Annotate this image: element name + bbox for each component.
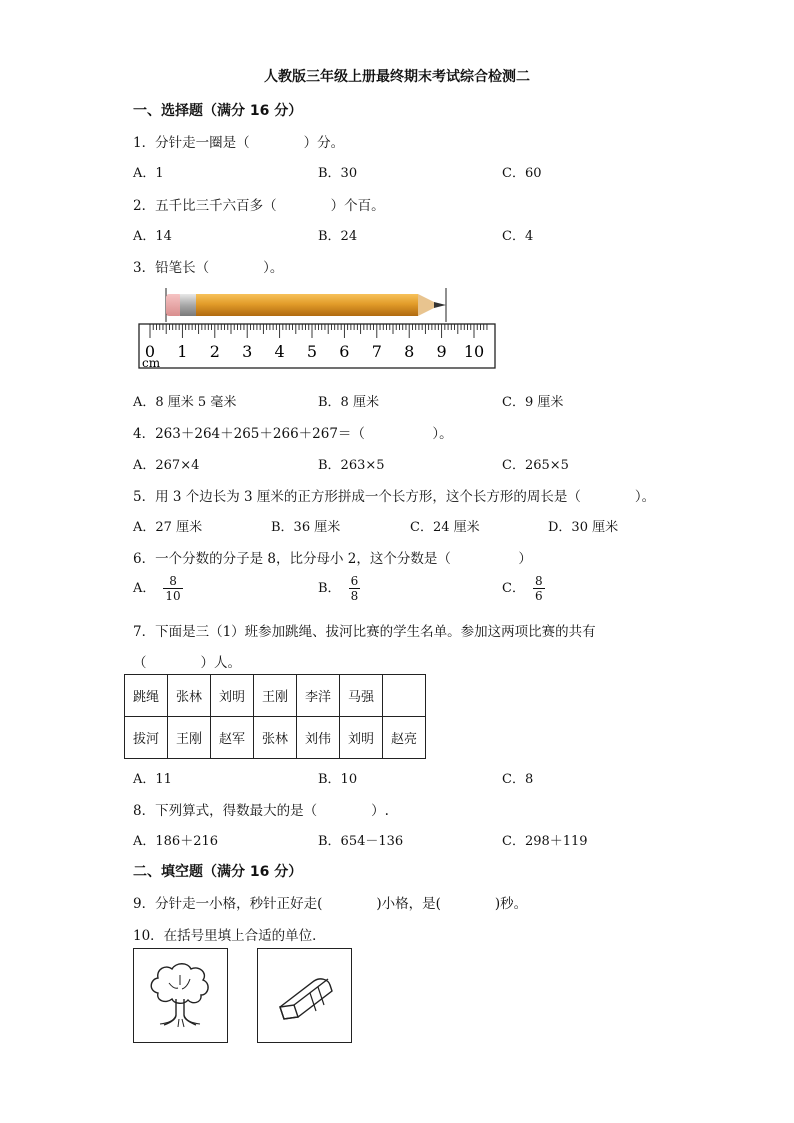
q5-option-d: D．30 厘米 <box>548 520 619 535</box>
q7-option-c: C．8 <box>502 772 534 787</box>
table-row-tug <box>125 717 426 759</box>
table-cell: 跳绳 <box>125 675 168 717</box>
q6-option-a-fraction <box>163 574 182 603</box>
q3-option-b: B．8 厘米 <box>318 395 379 410</box>
ruler-number: 1 <box>177 342 188 361</box>
q2-option-b: B．24 <box>318 229 358 244</box>
question-9: 9．分针走一小格，秒针正好走( )小格，是( )秒。 <box>133 896 528 912</box>
q5-option-c: C．24 厘米 <box>410 520 480 535</box>
table-cell: 刘明 <box>211 675 254 717</box>
q6-option-b-fraction <box>349 574 361 603</box>
table-cell: 王刚 <box>254 675 297 717</box>
table-row-rope <box>125 675 426 717</box>
table-cell: 李洋 <box>297 675 340 717</box>
table-cell: 王刚 <box>168 717 211 759</box>
ruler-unit-label: cm <box>142 356 161 370</box>
q6-option-c-fraction <box>533 574 545 603</box>
ruler-number: 2 <box>209 342 220 361</box>
question-10: 10．在括号里填上合适的单位． <box>133 928 326 944</box>
eraser-icon <box>258 949 351 1042</box>
question-1: 1．分针走一圈是（ ）分。 <box>133 135 345 151</box>
q6-a-denominator: 10 <box>165 589 181 603</box>
question-8: 8．下列算式，得数最大的是（ ）. <box>133 803 389 819</box>
q6-c-denominator: 6 <box>534 589 543 603</box>
q4-option-b: B．263×5 <box>318 458 385 473</box>
q2-option-c: C．4 <box>502 229 534 244</box>
section-heading-choice: 一、选择题（满分 16 分） <box>133 103 303 119</box>
ruler-number: 4 <box>274 342 285 361</box>
q5-option-b: B．36 厘米 <box>271 520 341 535</box>
ruler-number: 9 <box>436 342 447 361</box>
table-cell: 拔河 <box>125 717 168 759</box>
q4-option-a: A．267×4 <box>133 458 200 473</box>
table-cell: 刘明 <box>340 717 383 759</box>
q1-option-c: C．60 <box>502 166 542 181</box>
ruler <box>139 324 495 370</box>
name-table <box>124 674 426 759</box>
table-cell: 马强 <box>340 675 383 717</box>
q6-b-numerator: 6 <box>350 574 359 588</box>
question-6: 6．一个分数的分子是 8，比分母小 2，这个分数是（ ） <box>133 551 532 567</box>
ruler-number: 0 <box>144 342 156 361</box>
ruler-number: 7 <box>371 342 382 361</box>
ruler-number: 5 <box>306 342 318 361</box>
question-7-blank: （ ）人。 <box>133 655 241 671</box>
q1-option-b: B．30 <box>318 166 358 181</box>
q7-option-a: A．11 <box>133 772 172 787</box>
pencil <box>166 288 446 322</box>
page-title: 人教版三年级上册最终期末考试综合检测二 <box>264 69 530 85</box>
q4-option-c: C．265×5 <box>502 458 569 473</box>
q6-option-a-label: A． <box>133 581 156 596</box>
table-cell: 赵军 <box>211 717 254 759</box>
q6-option-b-label: B． <box>318 581 341 596</box>
question-3: 3．铅笔长（ ）。 <box>133 260 284 276</box>
ruler-number: 3 <box>242 342 253 361</box>
ruler-number: 8 <box>404 342 415 361</box>
q2-option-a: A．14 <box>133 229 172 244</box>
table-cell: 张林 <box>168 675 211 717</box>
q5-option-a: A．27 厘米 <box>133 520 203 535</box>
table-cell <box>383 675 426 717</box>
q1-option-a: A．1 <box>133 166 164 181</box>
q6-a-numerator: 8 <box>169 574 177 588</box>
question-7: 7．下面是三（1）班参加跳绳、拔河比赛的学生名单。参加这两项比赛的共有 <box>133 624 596 640</box>
q3-option-c: C．9 厘米 <box>502 395 564 410</box>
table-cell: 张林 <box>254 717 297 759</box>
q8-option-a: A．186＋216 <box>133 834 219 849</box>
ruler-number: 10 <box>463 342 485 361</box>
q8-option-c: C．298＋119 <box>502 834 588 849</box>
eraser-picture-box <box>257 948 352 1043</box>
tree-picture-box <box>133 948 228 1043</box>
q3-option-a: A．8 厘米 5 毫米 <box>133 395 237 410</box>
q6-option-c-label: C． <box>502 581 525 596</box>
q6-option-b <box>318 574 360 603</box>
q7-option-b: B．10 <box>318 772 358 787</box>
q8-option-b: B．654－136 <box>318 834 404 849</box>
q6-c-numerator: 8 <box>534 574 543 588</box>
pencil-ruler-figure <box>138 286 498 370</box>
q6-b-denominator: 8 <box>350 589 359 603</box>
question-4: 4．263＋264＋265＋266＋267＝（ ）。 <box>133 426 453 442</box>
q6-option-a <box>133 574 183 603</box>
table-cell: 赵亮 <box>383 717 426 759</box>
question-2: 2．五千比三千六百多（ ）个百。 <box>133 198 385 214</box>
table-cell: 刘伟 <box>297 717 340 759</box>
q6-option-c <box>502 574 545 603</box>
question-5: 5．用 3 个边长为 3 厘米的正方形拼成一个长方形，这个长方形的周长是（ ）。 <box>133 489 656 505</box>
ruler-number: 6 <box>339 342 350 361</box>
tree-icon <box>134 949 227 1042</box>
section-heading-fill: 二、填空题（满分 16 分） <box>133 864 303 880</box>
